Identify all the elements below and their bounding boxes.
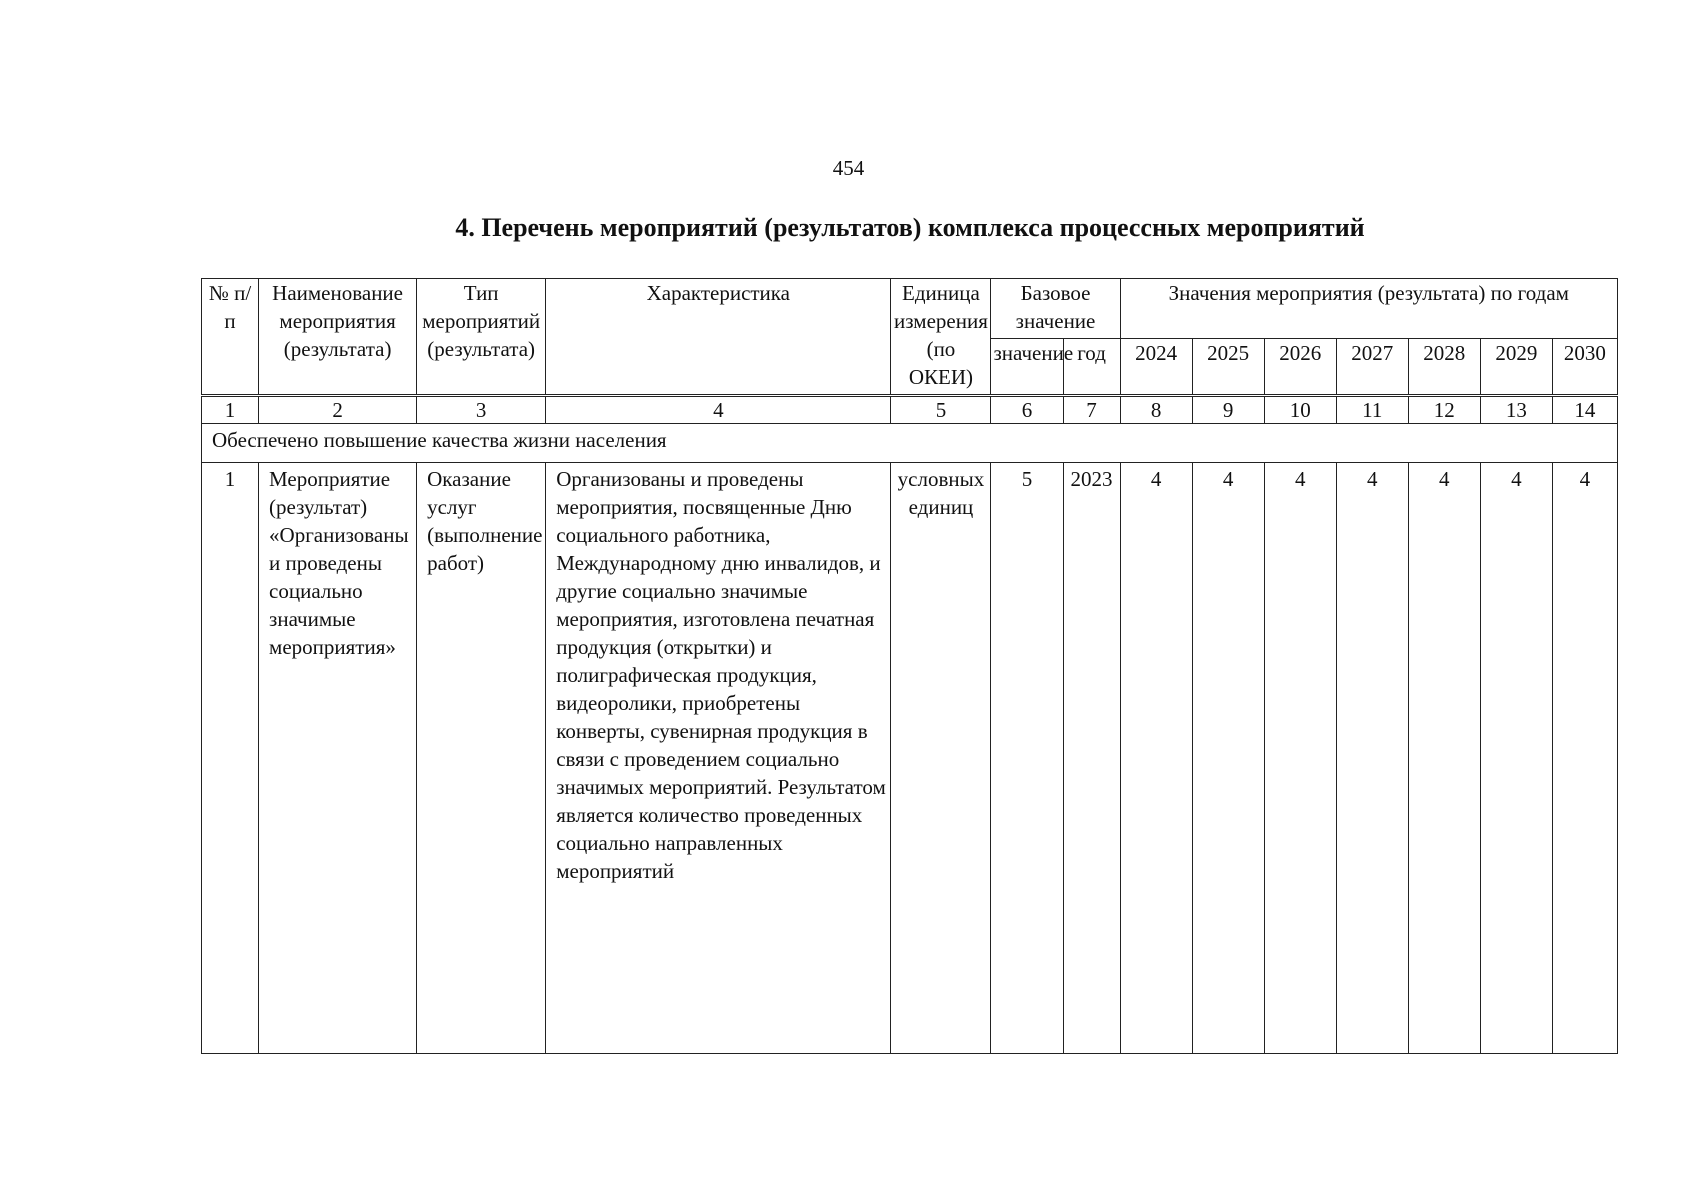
header-values-by-year: Значения мероприятия (результата) по годам bbox=[1120, 279, 1617, 339]
header-characteristic: Характеристика bbox=[546, 279, 891, 395]
row-base-year: 2023 bbox=[1063, 463, 1120, 1054]
header-year: 2029 bbox=[1480, 339, 1552, 395]
column-number: 10 bbox=[1264, 397, 1336, 424]
row-unit: условных единиц bbox=[891, 463, 991, 1054]
row-year-value: 4 bbox=[1336, 463, 1408, 1054]
page-number: 454 bbox=[832, 156, 865, 180]
row-num: 1 bbox=[202, 463, 259, 1054]
header-base: Базовое значение bbox=[991, 279, 1120, 339]
table-row bbox=[202, 463, 1618, 1054]
header-year: 2028 bbox=[1408, 339, 1480, 395]
column-number: 7 bbox=[1063, 397, 1120, 424]
section-row bbox=[202, 424, 1618, 463]
header-base-value: значение bbox=[991, 339, 1063, 395]
column-number: 5 bbox=[891, 397, 991, 424]
column-number: 8 bbox=[1120, 397, 1192, 424]
header-base-year: год bbox=[1063, 339, 1120, 395]
row-year-value: 4 bbox=[1552, 463, 1617, 1054]
column-number: 13 bbox=[1480, 397, 1552, 424]
header-unit: Единица измерения (по ОКЕИ) bbox=[891, 279, 991, 395]
header-row-top bbox=[202, 279, 1618, 339]
column-number: 4 bbox=[546, 397, 891, 424]
column-number-row bbox=[202, 397, 1618, 424]
row-year-value: 4 bbox=[1480, 463, 1552, 1054]
header-year: 2024 bbox=[1120, 339, 1192, 395]
row-type: Оказание услуг (выполнение работ) bbox=[417, 463, 546, 1054]
header-year: 2026 bbox=[1264, 339, 1336, 395]
header-year: 2025 bbox=[1192, 339, 1264, 395]
column-number: 14 bbox=[1552, 397, 1617, 424]
row-year-value: 4 bbox=[1408, 463, 1480, 1054]
header-year: 2030 bbox=[1552, 339, 1617, 395]
row-year-value: 4 bbox=[1264, 463, 1336, 1054]
section-title: Обеспечено повышение качества жизни населения bbox=[202, 424, 1618, 463]
row-year-value: 4 bbox=[1192, 463, 1264, 1054]
column-number: 12 bbox=[1408, 397, 1480, 424]
row-characteristic: Организованы и проведены мероприятия, посвященные Дню социального работника, Международному дню инвалидов, и другие социально значимые мероприятия, изготовлена печатная продукция (открытки) и полиграфическая продукция, видеоролики, приобретены конверты, сувенирная продукция в связи с проведением социально значимых мероприятий. Результатом является количество проведенных социально направленных мероприятий bbox=[546, 463, 891, 1054]
row-base-value: 5 bbox=[991, 463, 1063, 1054]
column-number: 1 bbox=[202, 397, 259, 424]
column-number: 6 bbox=[991, 397, 1063, 424]
header-type: Тип мероприятий (результата) bbox=[417, 279, 546, 395]
header-name: Наименование мероприятия (результата) bbox=[259, 279, 417, 395]
page-title: 4. Перечень мероприятий (результатов) комплекса процессных мероприятий bbox=[455, 213, 1365, 242]
events-table bbox=[201, 278, 1618, 1054]
column-number: 9 bbox=[1192, 397, 1264, 424]
column-number: 2 bbox=[259, 397, 417, 424]
row-year-value: 4 bbox=[1120, 463, 1192, 1054]
header-num: № п/п bbox=[202, 279, 259, 395]
header-year: 2027 bbox=[1336, 339, 1408, 395]
row-name: Мероприятие (результат) «Организованы и проведены социально значимые мероприятия» bbox=[259, 463, 417, 1054]
column-number: 11 bbox=[1336, 397, 1408, 424]
column-number: 3 bbox=[417, 397, 546, 424]
